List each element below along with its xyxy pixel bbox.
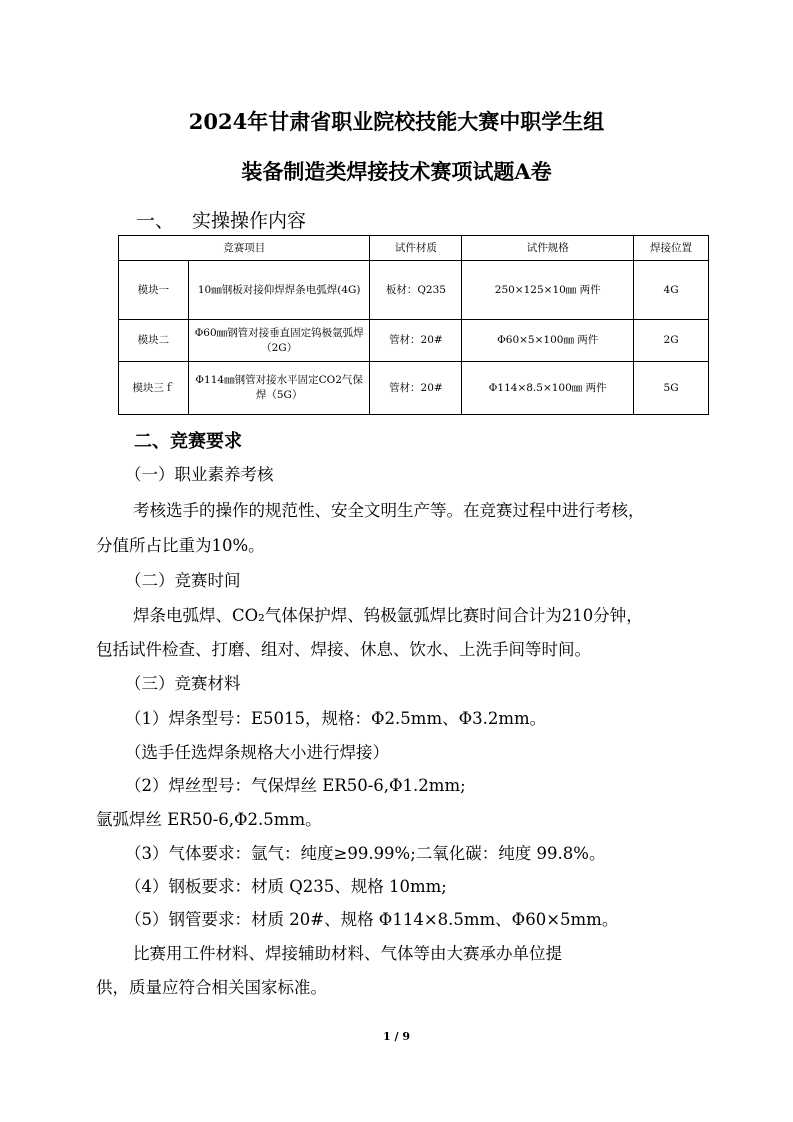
section-1-number: 一、 — [136, 210, 175, 232]
paragraph-1-line-1: 考核选手的操作的规范性、安全文明生产等。在竞赛过程中进行考核， — [133, 501, 645, 520]
title-line-2: 装备制造类焊接技术赛项试题A卷 — [241, 159, 552, 184]
material-cell: 管材：20# — [370, 320, 462, 362]
subheading-time: （二）竞赛时间 — [125, 571, 241, 590]
project-cell: 10㎜钢板对接仰焊焊条电弧焊(4G) — [188, 261, 370, 320]
section-1-heading — [136, 206, 306, 233]
position-cell: 2G — [634, 320, 709, 362]
header-project: 竞赛项目 — [119, 236, 370, 261]
section-1-label: 实操操作内容 — [192, 210, 307, 232]
material-item-1: （1）焊条型号：E5015，规格：Φ2.5mm、Φ3.2mm。 — [125, 709, 547, 728]
material-item-5: （5）钢管要求：材质 20#、规格 Φ114×8.5mm、Φ60×5mm。 — [125, 910, 619, 929]
paragraph-2-line-1: 焊条电弧焊、CO₂气体保护焊、钨极氩弧焊比赛时间合计为210分钟， — [133, 606, 643, 625]
paragraph-1-line-2: 分值所占比重为10%。 — [96, 536, 265, 555]
header-position: 焊接位置 — [634, 236, 709, 261]
paragraph-2-line-2: 包括试件检查、打磨、组对、焊接、休息、饮水、上洗手间等时间。 — [96, 640, 591, 659]
competition-table — [118, 235, 709, 415]
material-item-3: （3）气体要求：氩气：纯度≥99.99%;二氧化碳：纯度 99.8%。 — [125, 844, 606, 863]
project-cell: Φ60㎜钢管对接垂直固定钨极氩弧焊（2G） — [188, 320, 370, 362]
table-row — [119, 362, 709, 415]
material-item-1-note: （选手任选焊条规格大小进行焊接） — [125, 743, 389, 762]
module-cell: 模块一 — [119, 261, 189, 320]
material-item-4: （4）钢板要求：材质 Q235、规格 10mm; — [125, 877, 447, 896]
table-row — [119, 320, 709, 362]
header-spec: 试件规格 — [462, 236, 634, 261]
table-row — [119, 261, 709, 320]
section-2-heading: 二、竞赛要求 — [134, 431, 242, 452]
header-material: 试件材质 — [370, 236, 462, 261]
material-item-2: （2）焊丝型号：气保焊丝 ER50-6,Φ1.2mm; — [125, 776, 466, 795]
table-header-row — [119, 236, 709, 261]
paragraph-3-line-2: 供，质量应符合相关国家标准。 — [96, 978, 327, 997]
title-line-1: 2024年甘肃省职业院校技能大赛中职学生组 — [188, 109, 605, 134]
material-cell: 管材：20# — [370, 362, 462, 415]
module-cell: 模块三ｆ — [119, 362, 189, 415]
subheading-professional: （一）职业素养考核 — [125, 465, 274, 484]
page-number: 1 / 9 — [383, 1030, 410, 1043]
paragraph-3-line-1: 比赛用工件材料、焊接辅助材料、气体等由大赛承办单位提 — [133, 944, 562, 963]
position-cell: 5G — [634, 362, 709, 415]
project-cell: Φ114㎜钢管对接水平固定CO2气保焊（5G） — [188, 362, 370, 415]
spec-cell: Φ114×8.5×100㎜ 两件 — [462, 362, 634, 415]
spec-cell: 250×125×10㎜ 两件 — [462, 261, 634, 320]
module-cell: 模块二 — [119, 320, 189, 362]
spec-cell: Φ60×5×100㎜ 两件 — [462, 320, 634, 362]
material-item-2-cont: 氩弧焊丝 ER50-6,Φ2.5mm。 — [96, 810, 322, 829]
material-cell: 板材：Q235 — [370, 261, 462, 320]
position-cell: 4G — [634, 261, 709, 320]
subheading-materials: （三）竞赛材料 — [125, 674, 241, 693]
